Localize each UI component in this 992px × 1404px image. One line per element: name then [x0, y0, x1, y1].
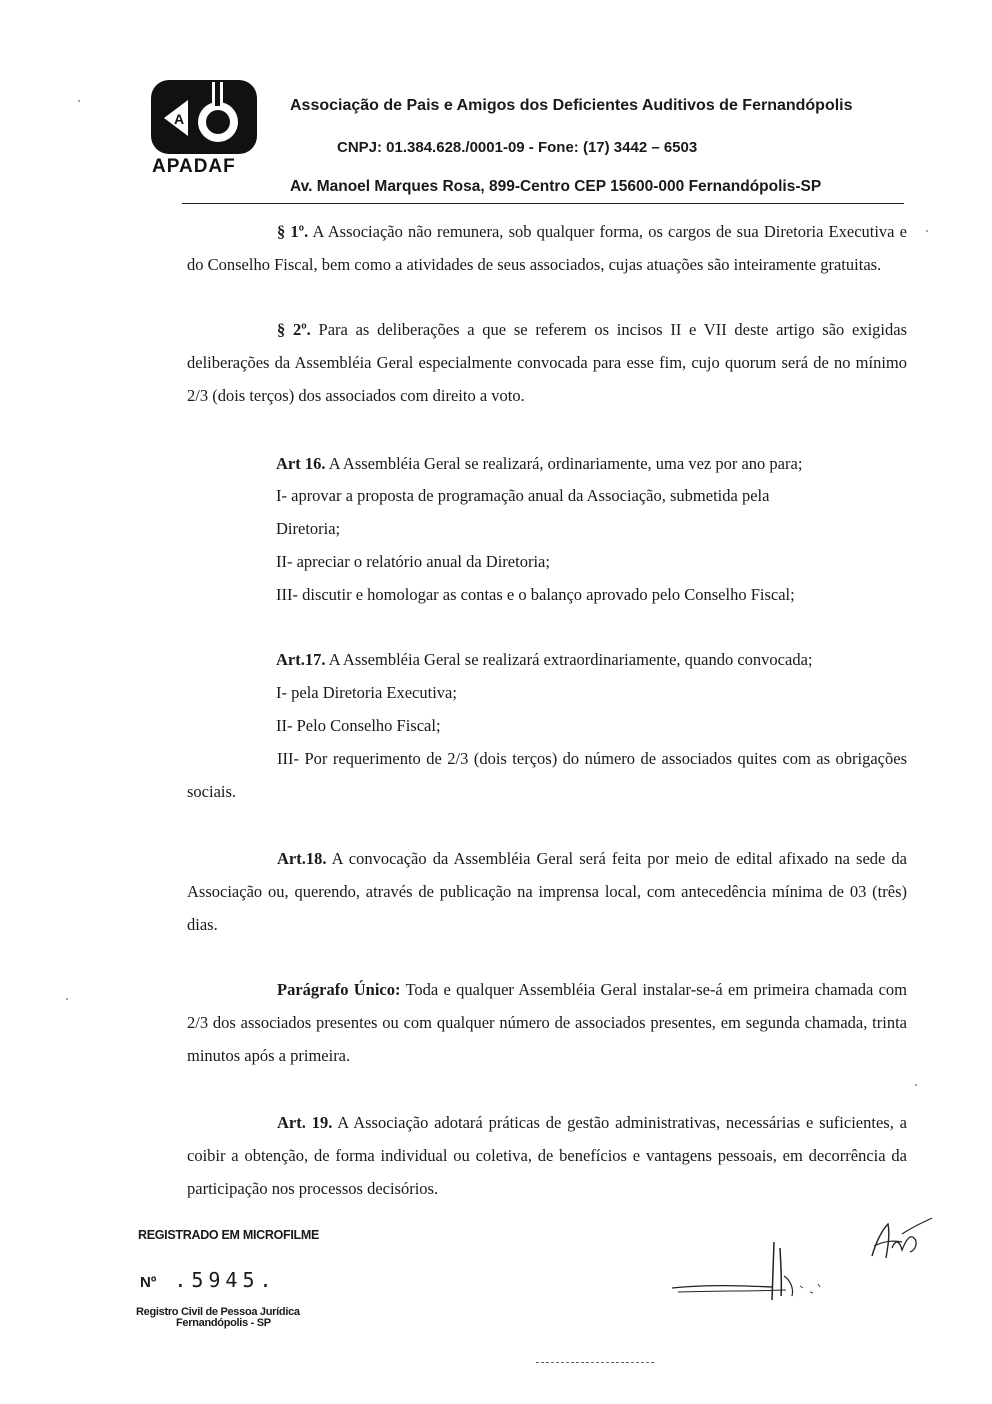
art-16-item-3: III- discutir e homologar as contas e o balanço aprovado pelo Conselho Fiscal; — [276, 585, 795, 604]
art-16-label: Art 16. — [276, 454, 326, 473]
paragraph-1-label: § 1º. — [277, 222, 309, 241]
art-19-label: Art. 19. — [277, 1113, 333, 1132]
initials-mark — [862, 1212, 934, 1268]
registry-number — [140, 1268, 277, 1293]
paragraph-2-label: § 2º. — [277, 320, 311, 339]
art-16-item-1: I- aprovar a proposta de programação anual da Associação, submetida pela — [276, 486, 770, 505]
art-17-item-2: II- Pelo Conselho Fiscal; — [276, 716, 441, 735]
paragrafo-unico-label: Parágrafo Único: — [277, 980, 401, 999]
registry-number-label: Nº — [140, 1274, 157, 1291]
art-17-item-3 — [187, 742, 907, 808]
paragrafo-unico — [187, 973, 907, 1072]
header-divider — [182, 203, 904, 204]
scan-speck — [926, 230, 928, 232]
scan-speck — [78, 100, 80, 102]
art-16-item-2: II- apreciar o relatório anual da Diretoria; — [276, 552, 550, 571]
art-18-text: A convocação da Assembléia Geral será feita por meio de edital afixado na sede da Associação ou, querendo, através de publicação na imprensa local, com antecedência mínima de 03 (três) dias. — [187, 849, 907, 934]
art-17-heading — [276, 643, 812, 676]
registry-office-line-1: Registro Civil de Pessoa Jurídica — [136, 1306, 300, 1318]
scan-speck — [915, 1084, 917, 1086]
scan-artifact-line — [536, 1362, 654, 1363]
art-16-text: A Assembléia Geral se realizará, ordinariamente, uma vez por ano para; — [325, 454, 803, 473]
art-17-item-3-text: III- Por requerimento de 2/3 (dois terços) do número de associados quites com as obrigações sociais. — [187, 749, 907, 801]
paragraph-1 — [187, 215, 907, 281]
art-16-heading — [276, 447, 802, 480]
paragrafo-unico-text: Toda e qualquer Assembléia Geral instalar-se-á em primeira chamada com 2/3 dos associados presentes ou com qualquer número de associados presentes, em segunda chamada, trinta minutos após a primeira. — [187, 980, 908, 1065]
art-17-label: Art.17. — [276, 650, 326, 669]
apadaf-logo — [148, 78, 260, 178]
paragraph-2-text: Para as deliberações a que se referem os incisos II e VII deste artigo são exigidas deliberações da Assembléia Geral especialmente convocada para esse fim, cujo quorum será de no mínimo 2/3 (dois terços) dos associados com direito a voto. — [187, 320, 907, 405]
signature-mark — [668, 1236, 828, 1308]
art-17-text: A Assembléia Geral se realizará extraordinariamente, quando convocada; — [325, 650, 813, 669]
organization-name: Associação de Pais e Amigos dos Deficientes Auditivos de Fernandópolis — [290, 97, 853, 114]
paragraph-1-text: A Associação não remunera, sob qualquer forma, os cargos de sua Diretoria Executiva e do Conselho Fiscal, bem como a atividades de seus associados, cujas atuações são inteiramente gratuitas. — [187, 222, 907, 274]
art-18 — [187, 842, 907, 941]
logo-text: APADAF — [152, 156, 236, 177]
registry-number-value: .5945. — [174, 1268, 277, 1292]
cnpj-phone: CNPJ: 01.384.628./0001-09 - Fone: (17) 3442 – 6503 — [337, 139, 698, 156]
address: Av. Manoel Marques Rosa, 899-Centro CEP 15600-000 Fernandópolis-SP — [290, 178, 822, 195]
registry-office-line-2: Fernandópolis - SP — [176, 1317, 271, 1329]
art-18-label: Art.18. — [277, 849, 327, 868]
scan-speck — [66, 998, 68, 1000]
paragraph-2 — [187, 313, 907, 412]
art-16-item-1-continued: Diretoria; — [276, 519, 341, 538]
art-17-item-1: I- pela Diretoria Executiva; — [276, 683, 457, 702]
registry-stamp-title: REGISTRADO EM MICROFILME — [138, 1228, 319, 1242]
svg-text:A: A — [174, 111, 185, 127]
art-19 — [187, 1106, 907, 1205]
art-19-text: A Associação adotará práticas de gestão administrativas, necessárias e suficientes, a coibir a obtenção, de forma individual ou coletiva, de benefícios e vantagens pessoais, em decorrência da participação nos processos decisórios. — [187, 1113, 907, 1198]
